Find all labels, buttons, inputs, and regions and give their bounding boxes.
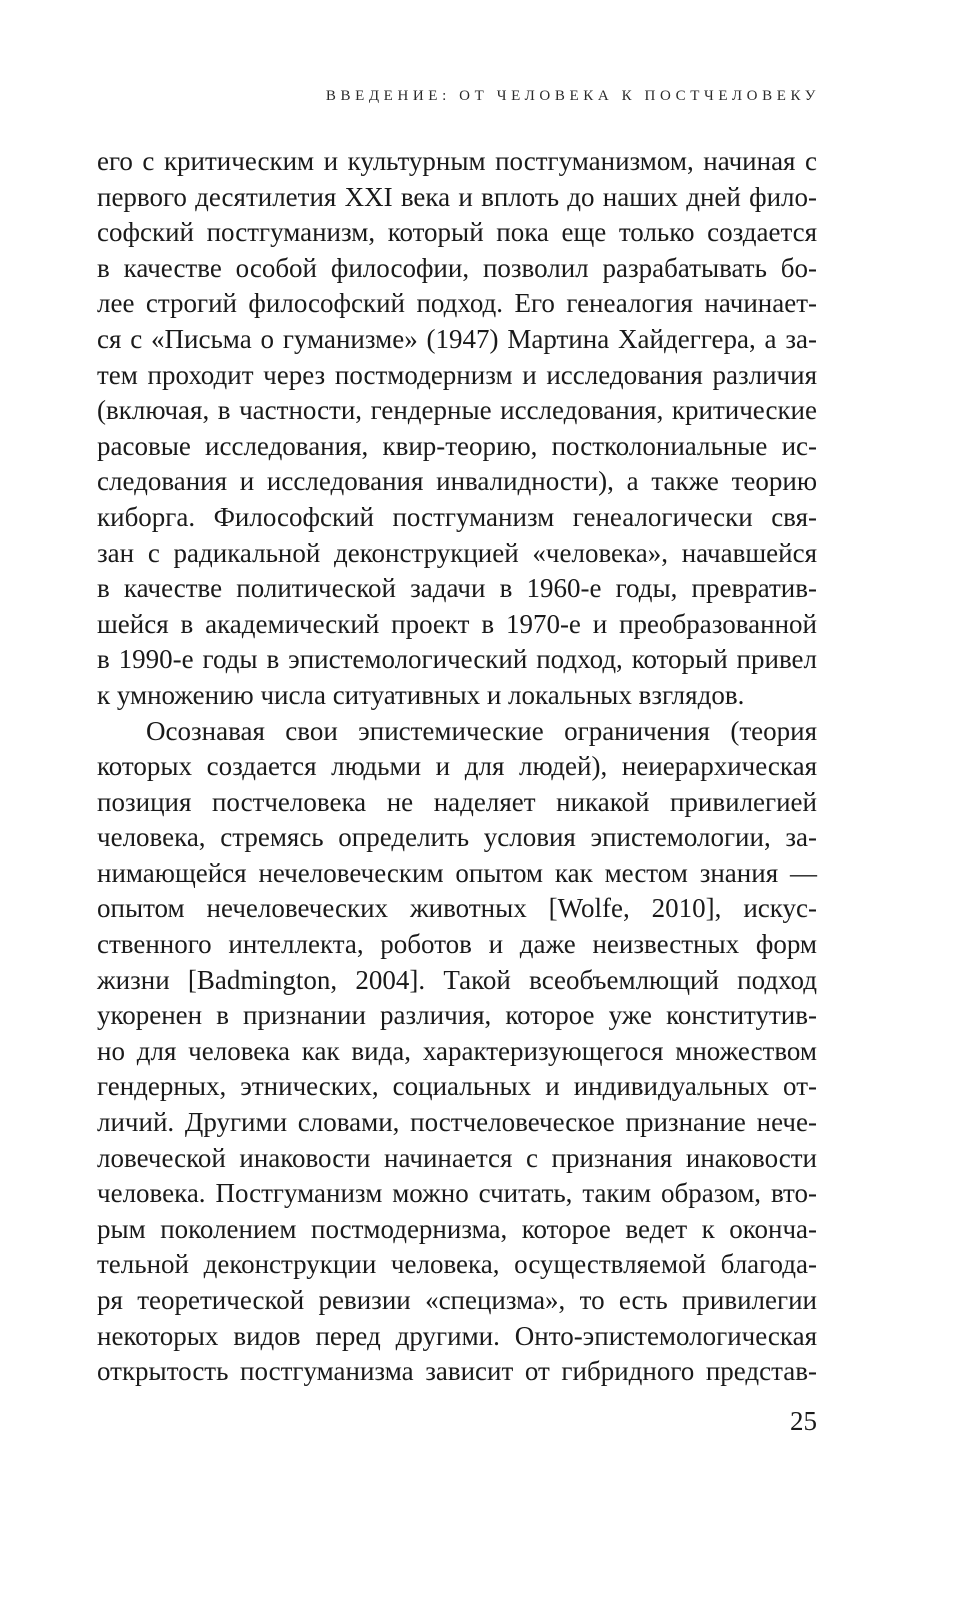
text-line: (включая, в частности, гендерные исследования, критические [97, 395, 817, 426]
text-line: ся с «Письма о гуманизме» (1947) Мартина Хайдеггера, а за- [97, 323, 817, 354]
text-line: которых создается людьми и для людей), неиерархическая [97, 751, 817, 782]
text-line: в качестве особой философии, позволил разрабатывать бо- [97, 252, 817, 283]
paragraph-1 [97, 144, 817, 714]
text-line: первого десятилетия XXI века и вплоть до наших дней фило- [97, 181, 817, 212]
text-line: рым поколением постмодернизма, которое ведет к оконча- [97, 1213, 817, 1244]
text-line: в качестве политической задачи в 1960-е годы, превратив- [97, 573, 817, 604]
text-line: шейся в академический проект в 1970-е и преобразованной [97, 608, 817, 639]
text-line: тем проходит через постмодернизм и исследования различия [97, 359, 817, 390]
text-line: некоторых видов перед другими. Онто-эпистемологическая [97, 1320, 817, 1351]
text-line: гендерных, этнических, социальных и индивидуальных от- [97, 1071, 817, 1102]
text-line: лее строгий философский подход. Его генеалогия начинает- [97, 288, 817, 319]
text-line: открытость постгуманизма зависит от гибридного представ- [97, 1356, 817, 1387]
text-line: нимающейся нечеловеческим опытом как местом знания — [97, 857, 817, 888]
text-line: ственного интеллекта, роботов и даже неизвестных форм [97, 929, 817, 960]
text-line: человека. Постгуманизм можно считать, таким образом, вто- [97, 1178, 817, 1209]
text-line: но для человека как вида, характеризующегося множеством [97, 1035, 817, 1066]
text-line: Осознавая свои эпистемические ограничения (теория [146, 715, 817, 746]
text-line: ря теоретической ревизии «специзма», то есть привилегии [97, 1285, 817, 1315]
text-line: его с критическим и культурным постгуманизмом, начиная с [97, 146, 817, 176]
text-line: киборга. Философский постгуманизм генеалогически свя- [97, 501, 817, 532]
text-line: личий. Другими словами, постчеловеческое признание нече- [97, 1107, 817, 1138]
text-line: тельной деконструкции человека, осуществляемой благода- [97, 1249, 817, 1280]
text-line: человека, стремясь определить условия эпистемологии, за- [97, 822, 817, 853]
text-line: в 1990-е годы в эпистемологический подход, который привел [97, 644, 817, 675]
text-line: софский постгуманизм, который пока еще только создается [97, 217, 817, 248]
text-line: ловеческой инаковости начинается с признания инаковости [97, 1142, 817, 1173]
text-line: расовые исследования, квир-теорию, постколониальные ис- [97, 430, 817, 461]
text-line: жизни [Badmington, 2004]. Такой всеобъемлющий подход [97, 964, 817, 995]
text-line: зан с радикальной деконструкцией «человека», начавшейся [97, 537, 817, 568]
body-text [97, 144, 817, 1390]
text-line: укоренен в признании различия, которое уже конститутив- [97, 1000, 817, 1031]
text-line: опытом нечеловеческих животных [Wolfe, 2010], искус- [97, 893, 817, 924]
paragraph-2 [97, 714, 817, 1390]
text-line: позиция постчеловека не наделяет никакой привилегией [97, 786, 817, 817]
page-number: 25 [790, 1406, 817, 1436]
text-line: следования и исследования инвалидности), а также теорию [97, 466, 817, 497]
running-head: ВВЕДЕНИЕ: ОТ ЧЕЛОВЕКА К ПОСТЧЕЛОВЕКУ [325, 88, 820, 104]
text-line: к умножению числа ситуативных и локальных взглядов. [97, 679, 745, 710]
